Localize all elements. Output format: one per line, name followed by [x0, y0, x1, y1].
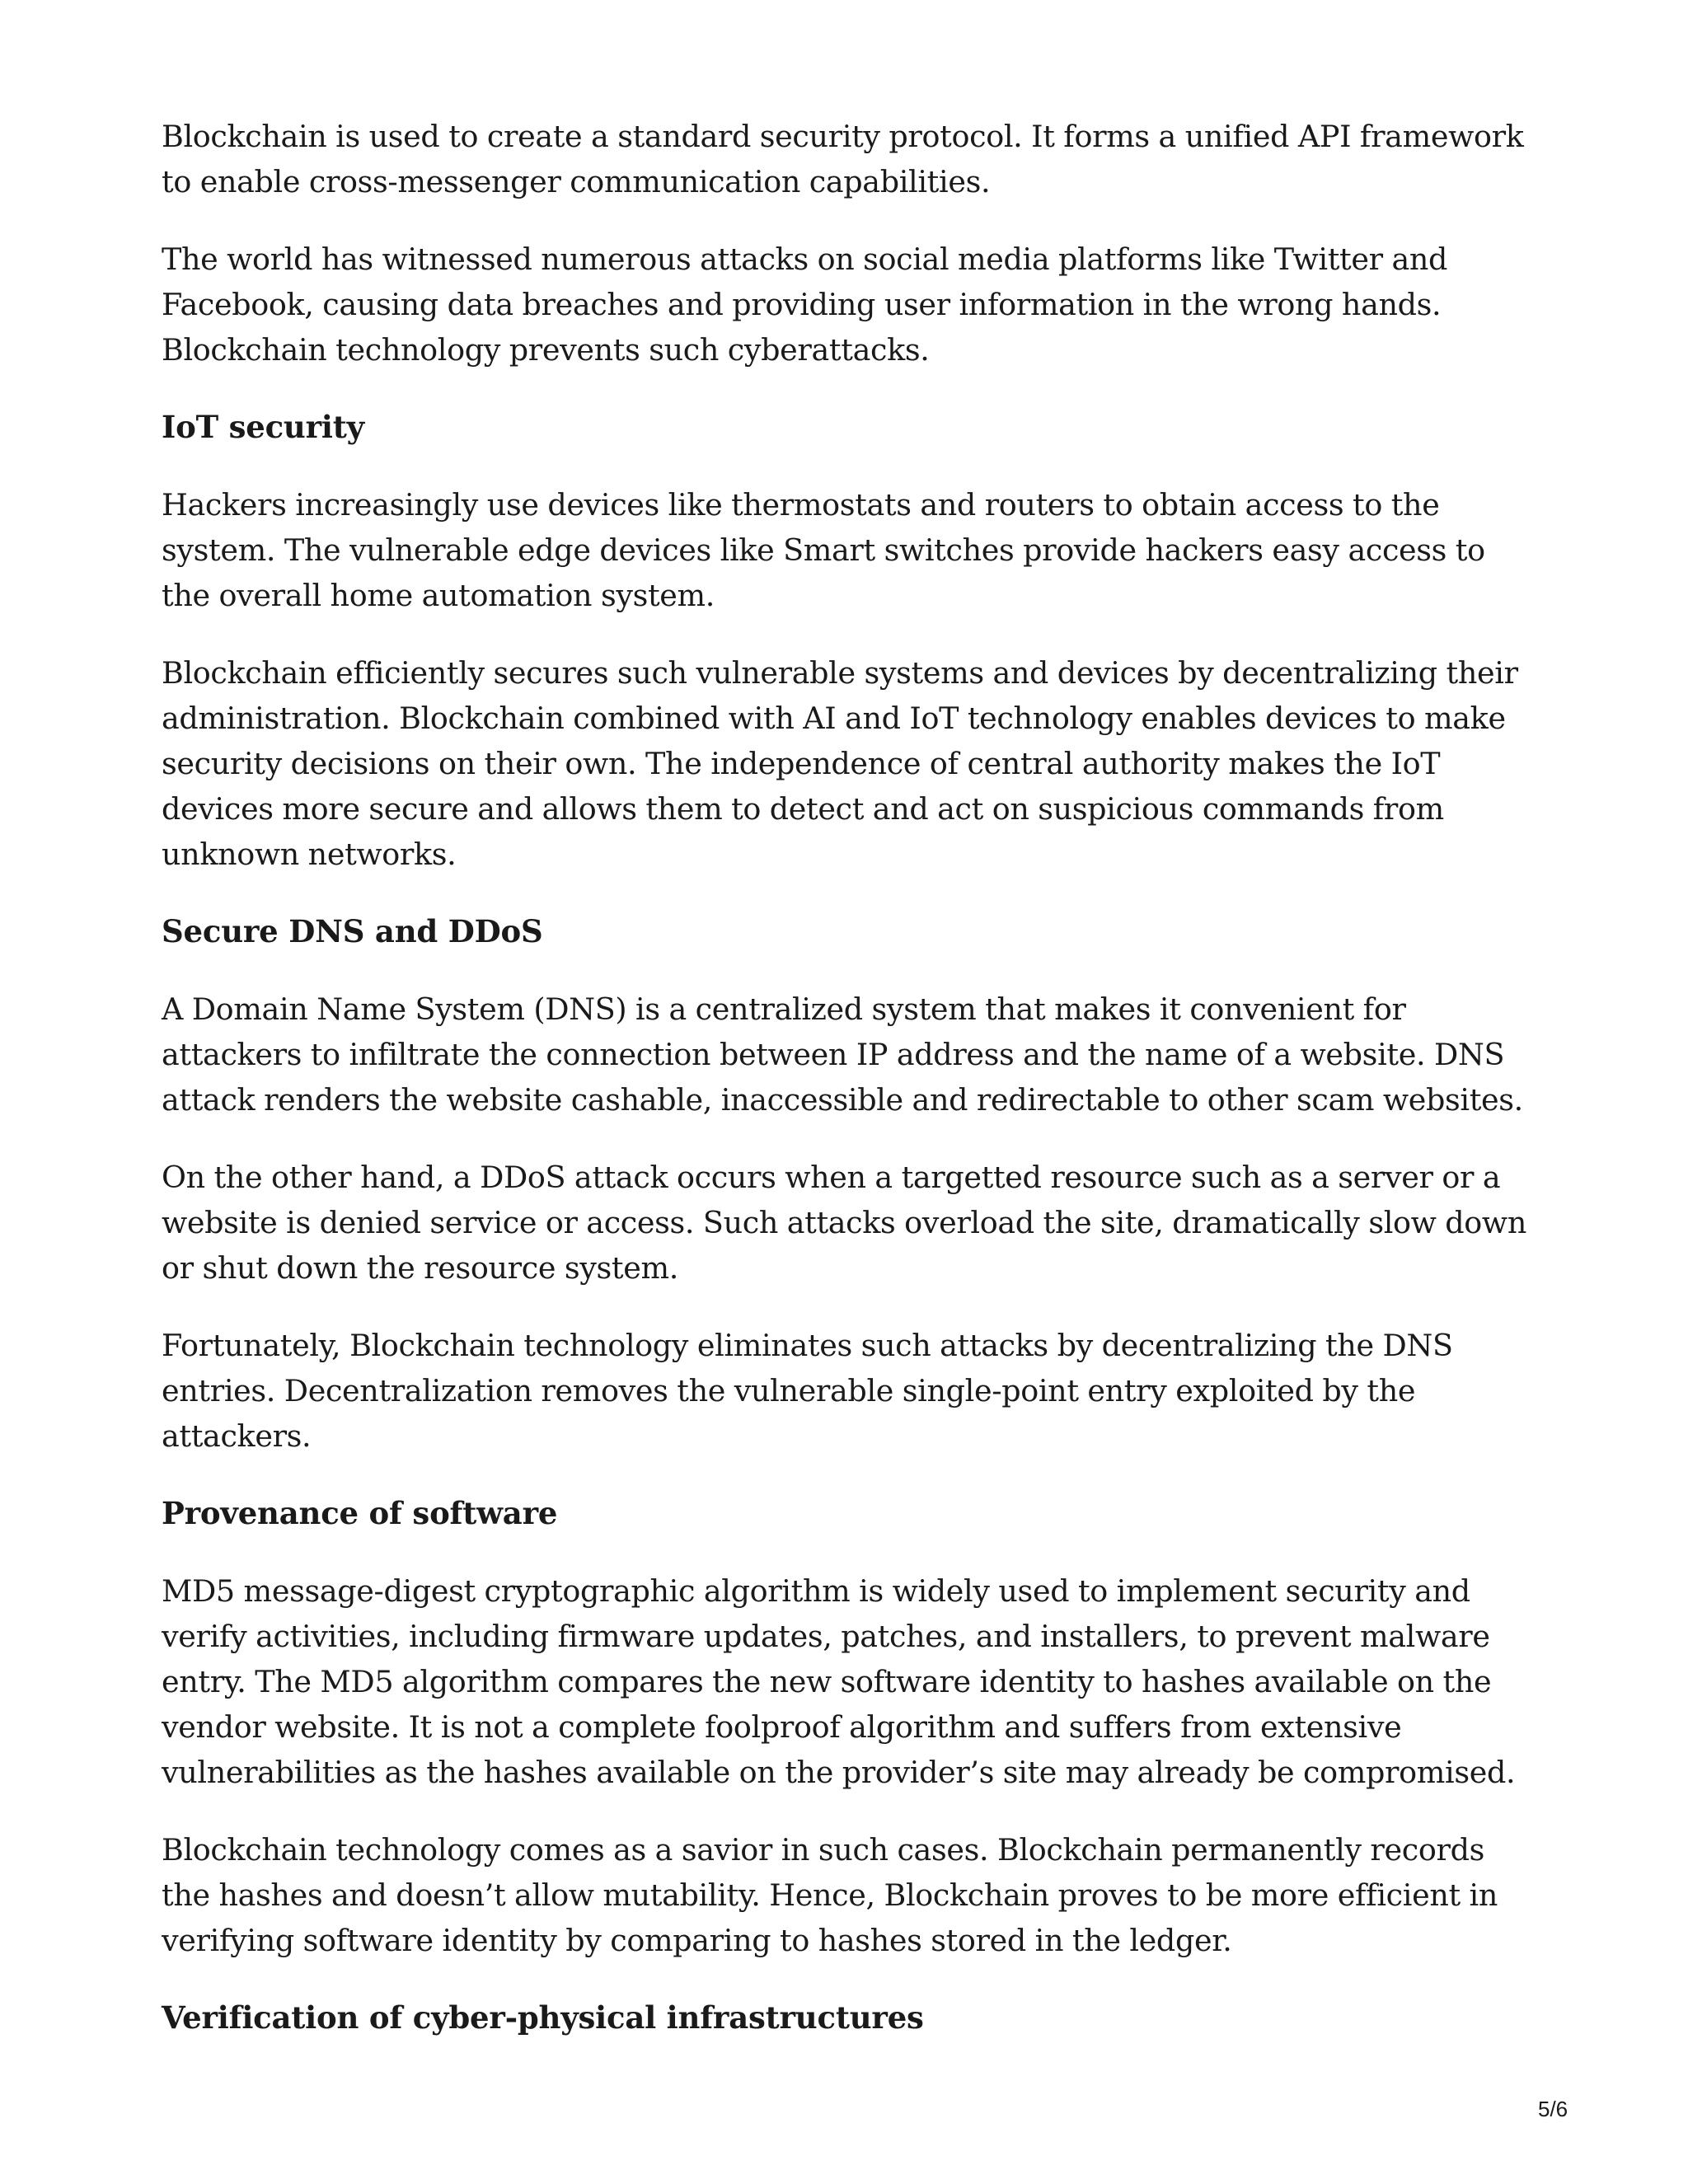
- paragraph-dns-decentralization: Fortunately, Blockchain technology eliminates such attacks by decentralizing the DNS entries. Decentralization removes the vulnerable single-point entry exploited by the attackers.: [162, 1328, 1453, 1454]
- paragraph-api-framework: Blockchain is used to create a standard security protocol. It forms a unified API framework to enable cross-messenger communication capabilities.: [162, 119, 1524, 199]
- paragraph-ddos: On the other hand, a DDoS attack occurs when a targetted resource such as a server or a website is denied service or access. Such attacks overload the site, dramatically slow down or shut down the resource system.: [162, 1160, 1526, 1286]
- document-body: [162, 114, 1530, 2073]
- paragraph-dns: A Domain Name System (DNS) is a centralized system that makes it convenient for attackers to infiltrate the connection between IP address and the name of a website. DNS attack renders the website cashable, inaccessible and redirectable to other scam websites.: [162, 991, 1523, 1118]
- heading-provenance-of-software: Provenance of software: [162, 1495, 558, 1531]
- heading-iot-security: IoT security: [162, 409, 364, 445]
- paragraph-social-media-attacks: The world has witnessed numerous attacks on social media platforms like Twitter and Facebook, causing data breaches and providing user information in the wrong hands. Blockchain technology prevents such cyberattacks.: [162, 241, 1448, 368]
- paragraph-iot-blockchain: Blockchain efficiently secures such vulnerable systems and devices by decentralizing their administration. Blockchain combined with AI and IoT technology enables devices to make security decisions on their own. The independence of central authority makes the IoT devices more secure and allows them to detect and act on suspicious commands from unknown networks.: [162, 655, 1518, 872]
- paragraph-md5: MD5 message-digest cryptographic algorithm is widely used to implement security and verify activities, including firmware updates, patches, and installers, to prevent malware entry. The MD5 algorithm compares the new software identity to hashes available on the vendor website. It is not a complete foolproof algorithm and suffers from extensive vulnerabilities as the hashes available on the provider’s site may already be compromised.: [162, 1573, 1516, 1790]
- heading-cyber-physical-verification: Verification of cyber-physical infrastructures: [162, 1999, 924, 2036]
- paragraph-blockchain-hashes: Blockchain technology comes as a savior in such cases. Blockchain permanently records the hashes and doesn’t allow mutability. Hence, Blockchain proves to be more efficient in verifying software identity by comparing to hashes stored in the ledger.: [162, 1832, 1498, 1958]
- page-number: 5/6: [1538, 2097, 1568, 2121]
- paragraph-iot-hackers: Hackers increasingly use devices like thermostats and routers to obtain access to the system. The vulnerable edge devices like Smart switches provide hackers easy access to the overall home automation system.: [162, 487, 1485, 613]
- heading-secure-dns-ddos: Secure DNS and DDoS: [162, 913, 543, 949]
